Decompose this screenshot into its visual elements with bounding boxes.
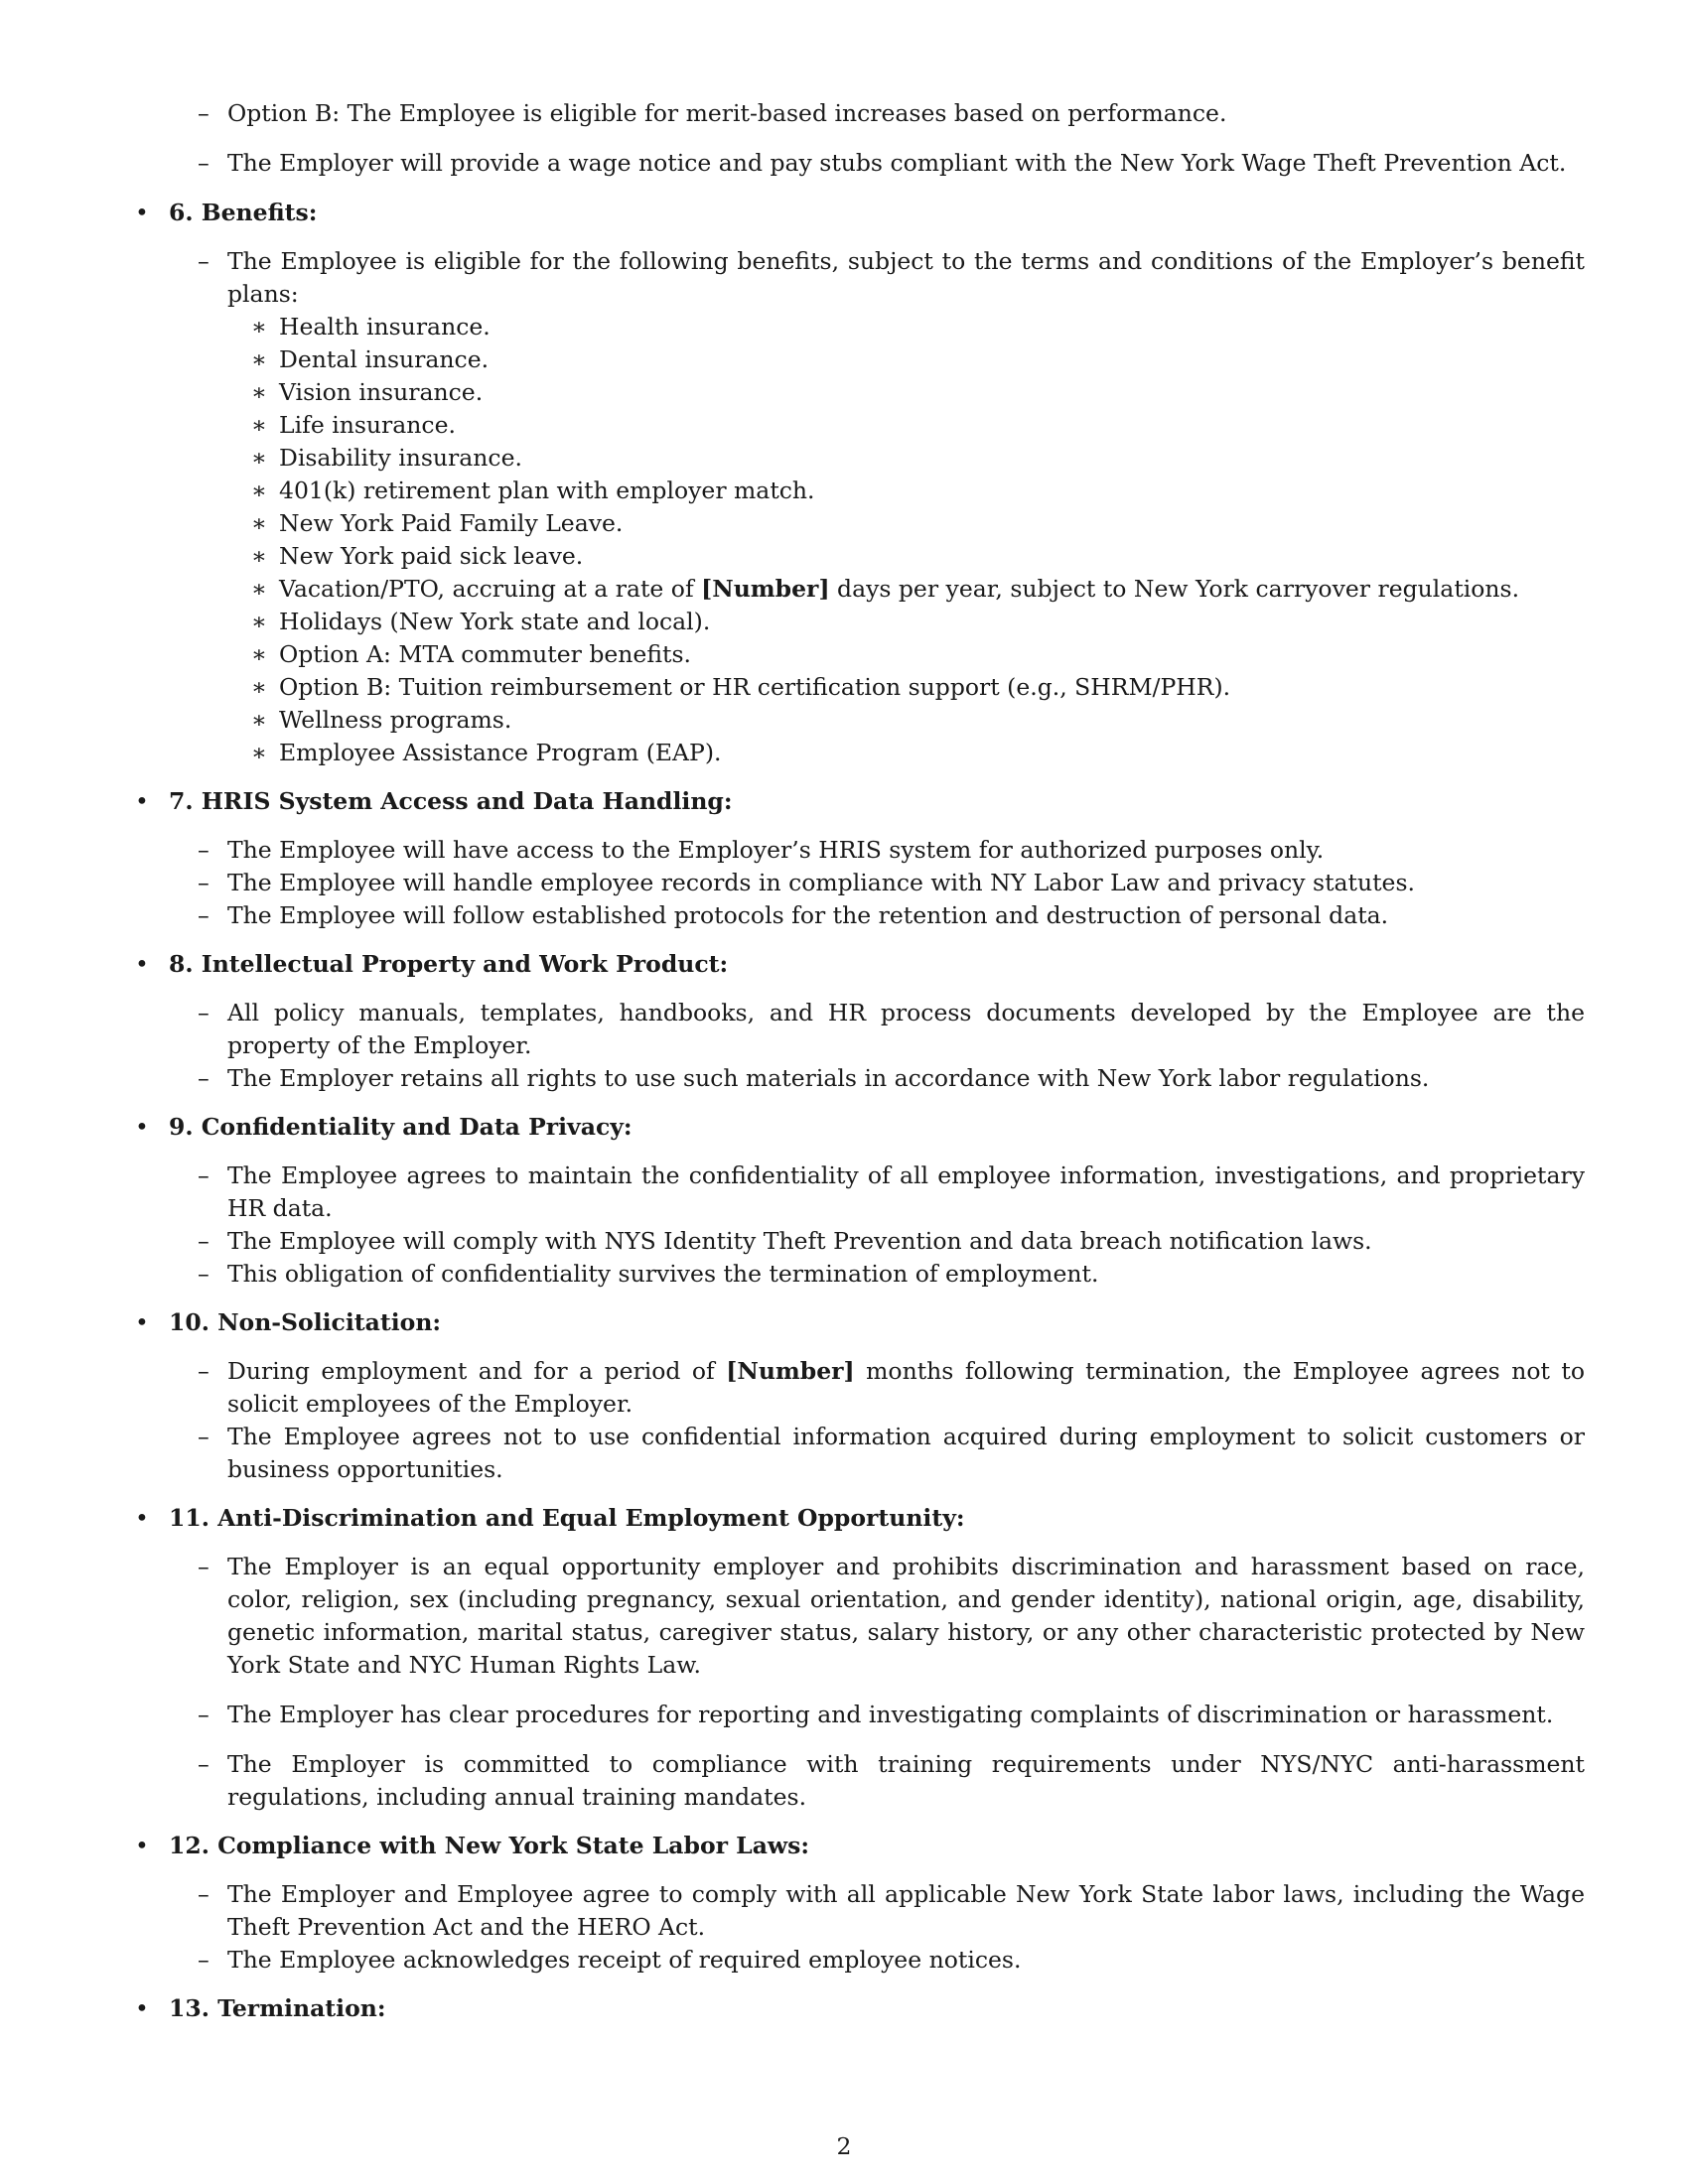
list-item-text: The Employee agrees to maintain the confidentiality of all employee information, investigations, and proprietary HR data. xyxy=(227,1161,1585,1222)
list-item-text: The Employee will handle employee records in compliance with NY Labor Law and privacy statutes. xyxy=(227,869,1415,896)
list-item xyxy=(135,1748,1585,1814)
benefit-item xyxy=(135,540,1585,573)
benefit-text: Life insurance. xyxy=(279,411,456,439)
dash-marker: – xyxy=(198,247,210,275)
dash-marker: – xyxy=(198,836,210,864)
star-marker: ∗ xyxy=(251,575,267,603)
star-marker: ∗ xyxy=(251,706,267,734)
benefits-list xyxy=(135,311,1585,769)
carryover-list xyxy=(135,97,1585,180)
benefit-item xyxy=(135,442,1585,475)
list-item xyxy=(135,997,1585,1062)
dash-marker: – xyxy=(198,901,210,929)
section-hris xyxy=(135,785,1585,932)
bullet-marker: • xyxy=(135,1308,149,1336)
dash-marker: – xyxy=(198,1161,210,1189)
dash-marker: – xyxy=(198,1260,210,1288)
star-marker: ∗ xyxy=(251,509,267,537)
list-item xyxy=(135,147,1585,180)
benefit-item xyxy=(135,475,1585,507)
section-items xyxy=(135,245,1585,769)
list-item xyxy=(135,1062,1585,1095)
section-heading: 13. Termination: xyxy=(169,1994,386,2022)
list-item-text: The Employee acknowledges receipt of required employee notices. xyxy=(227,1946,1022,1974)
bullet-marker: • xyxy=(135,787,149,815)
benefit-item xyxy=(135,606,1585,638)
list-item-text: The Employee will follow established protocols for the retention and destruction of personal data. xyxy=(227,901,1389,929)
benefit-text: Disability insurance. xyxy=(279,444,522,472)
benefit-text: New York Paid Family Leave. xyxy=(279,509,624,537)
dash-marker: – xyxy=(198,869,210,896)
benefit-text: Option A: MTA commuter benefits. xyxy=(279,640,691,668)
dash-marker: – xyxy=(198,1227,210,1255)
section-items xyxy=(135,1551,1585,1814)
section-labor-law-compliance xyxy=(135,1830,1585,1977)
section-confidentiality xyxy=(135,1111,1585,1291)
dash-marker: – xyxy=(198,99,210,127)
benefit-item xyxy=(135,638,1585,671)
star-marker: ∗ xyxy=(251,477,267,504)
bullet-marker: • xyxy=(135,1113,149,1141)
list-item-text: The Employer is committed to compliance with training requirements under NYS/NYC anti-harassment regulations, including annual training mandates. xyxy=(227,1750,1585,1811)
benefit-text: days per year, subject to New York carryover regulations. xyxy=(829,575,1520,603)
benefit-text: Health insurance. xyxy=(279,313,491,341)
star-marker: ∗ xyxy=(251,608,267,635)
list-item xyxy=(135,1421,1585,1486)
list-item-text: The Employer will provide a wage notice and pay stubs compliant with the New York Wage Theft Prevention Act. xyxy=(227,149,1567,177)
list-item-text: The Employee will comply with NYS Identity Theft Prevention and data breach notification laws. xyxy=(227,1227,1372,1255)
benefit-text: Wellness programs. xyxy=(279,706,512,734)
list-item-text: The Employer and Employee agree to comply with all applicable New York State labor laws, including the Wage Theft Prevention Act and the HERO Act. xyxy=(227,1880,1585,1941)
document-body xyxy=(135,97,1585,2041)
benefit-text: Holidays (New York state and local). xyxy=(279,608,711,635)
benefit-item xyxy=(135,671,1585,704)
section-non-solicitation xyxy=(135,1306,1585,1486)
benefit-text: Vacation/PTO, accruing at a rate of xyxy=(279,575,702,603)
bullet-marker: • xyxy=(135,950,149,978)
dash-marker: – xyxy=(198,1946,210,1974)
list-item xyxy=(135,1878,1585,1944)
list-item xyxy=(135,1355,1585,1421)
dash-marker: – xyxy=(198,999,210,1026)
star-marker: ∗ xyxy=(251,640,267,668)
benefit-item xyxy=(135,409,1585,442)
placeholder-number: [Number] xyxy=(726,1357,855,1385)
list-item-text: Option B: The Employee is eligible for merit-based increases based on performance. xyxy=(227,99,1227,127)
list-item xyxy=(135,1699,1585,1731)
list-item xyxy=(135,1160,1585,1225)
dash-marker: – xyxy=(198,1064,210,1092)
list-item-text: This obligation of confidentiality survives the termination of employment. xyxy=(227,1260,1099,1288)
star-marker: ∗ xyxy=(251,444,267,472)
section-heading: 12. Compliance with New York State Labor Laws: xyxy=(169,1832,810,1859)
list-item xyxy=(135,245,1585,311)
list-item xyxy=(135,1225,1585,1258)
list-item-text: The Employee is eligible for the following benefits, subject to the terms and conditions of the Employer’s benefit plans: xyxy=(227,247,1585,308)
section-items xyxy=(135,1878,1585,1977)
list-item-text: During employment and for a period of xyxy=(227,1357,727,1385)
benefit-item xyxy=(135,704,1585,737)
dash-marker: – xyxy=(198,1701,210,1728)
section-heading: 10. Non-Solicitation: xyxy=(169,1308,442,1336)
section-heading: 7. HRIS System Access and Data Handling: xyxy=(169,787,733,815)
list-item xyxy=(135,899,1585,932)
benefit-item xyxy=(135,737,1585,769)
section-intellectual-property xyxy=(135,948,1585,1095)
benefit-text: Employee Assistance Program (EAP). xyxy=(279,739,722,766)
list-item-text: The Employee will have access to the Employer’s HRIS system for authorized purposes only. xyxy=(227,836,1325,864)
star-marker: ∗ xyxy=(251,345,267,373)
list-item xyxy=(135,834,1585,867)
section-heading: 8. Intellectual Property and Work Product: xyxy=(169,950,729,978)
section-items xyxy=(135,997,1585,1095)
benefit-text: New York paid sick leave. xyxy=(279,542,584,570)
bullet-marker: • xyxy=(135,1832,149,1859)
placeholder-number: [Number] xyxy=(701,575,830,603)
dash-marker: – xyxy=(198,1423,210,1450)
list-item xyxy=(135,1551,1585,1682)
benefit-text: Option B: Tuition reimbursement or HR certification support (e.g., SHRM/PHR). xyxy=(279,673,1231,701)
page-number: 2 xyxy=(836,2132,852,2160)
section-anti-discrimination xyxy=(135,1502,1585,1814)
list-item-text: The Employer is an equal opportunity employer and prohibits discrimination and harassment based on race, color, religion, sex (including pregnancy, sexual orientation, and gender identity), national origin, age, disability, genetic information, marital status, caregiver status, salary history, or any other characteristic protected by New York State and NYC Human Rights Law. xyxy=(227,1553,1585,1679)
section-heading: 11. Anti-Discrimination and Equal Employment Opportunity: xyxy=(169,1504,965,1532)
benefit-item xyxy=(135,311,1585,343)
section-items xyxy=(135,1355,1585,1486)
benefit-text: 401(k) retirement plan with employer match. xyxy=(279,477,815,504)
star-marker: ∗ xyxy=(251,739,267,766)
list-item xyxy=(135,1258,1585,1291)
bullet-marker: • xyxy=(135,1994,149,2022)
star-marker: ∗ xyxy=(251,673,267,701)
list-item xyxy=(135,867,1585,899)
list-item-text: months following termination, the Employee agrees not to solicit employees of the Employer. xyxy=(227,1357,1585,1418)
list-item-text: The Employer retains all rights to use such materials in accordance with New York labor regulations. xyxy=(227,1064,1430,1092)
section-items xyxy=(135,834,1585,932)
dash-marker: – xyxy=(198,149,210,177)
section-benefits xyxy=(135,197,1585,769)
list-item xyxy=(135,97,1585,130)
section-items xyxy=(135,1160,1585,1291)
bullet-marker: • xyxy=(135,1504,149,1532)
dash-marker: – xyxy=(198,1880,210,1908)
star-marker: ∗ xyxy=(251,313,267,341)
bullet-marker: • xyxy=(135,199,149,226)
list-item-text: The Employee agrees not to use confidential information acquired during employment to solicit customers or business opportunities. xyxy=(227,1423,1585,1483)
section-heading: 9. Confidentiality and Data Privacy: xyxy=(169,1113,633,1141)
dash-marker: – xyxy=(198,1553,210,1580)
section-heading: 6. Benefits: xyxy=(169,199,318,226)
benefit-item xyxy=(135,343,1585,376)
dash-marker: – xyxy=(198,1750,210,1778)
star-marker: ∗ xyxy=(251,378,267,406)
list-item xyxy=(135,1944,1585,1977)
benefit-text: Vision insurance. xyxy=(279,378,484,406)
section-termination xyxy=(135,1992,1585,2025)
benefit-text: Dental insurance. xyxy=(279,345,490,373)
benefit-item xyxy=(135,507,1585,540)
star-marker: ∗ xyxy=(251,411,267,439)
star-marker: ∗ xyxy=(251,542,267,570)
benefit-item-vacation xyxy=(135,573,1585,606)
dash-marker: – xyxy=(198,1357,210,1385)
list-item-text: All policy manuals, templates, handbooks, and HR process documents developed by the Employee are the property of the Employer. xyxy=(227,999,1585,1059)
list-item-text: The Employer has clear procedures for reporting and investigating complaints of discrimination or harassment. xyxy=(227,1701,1554,1728)
benefit-item xyxy=(135,376,1585,409)
